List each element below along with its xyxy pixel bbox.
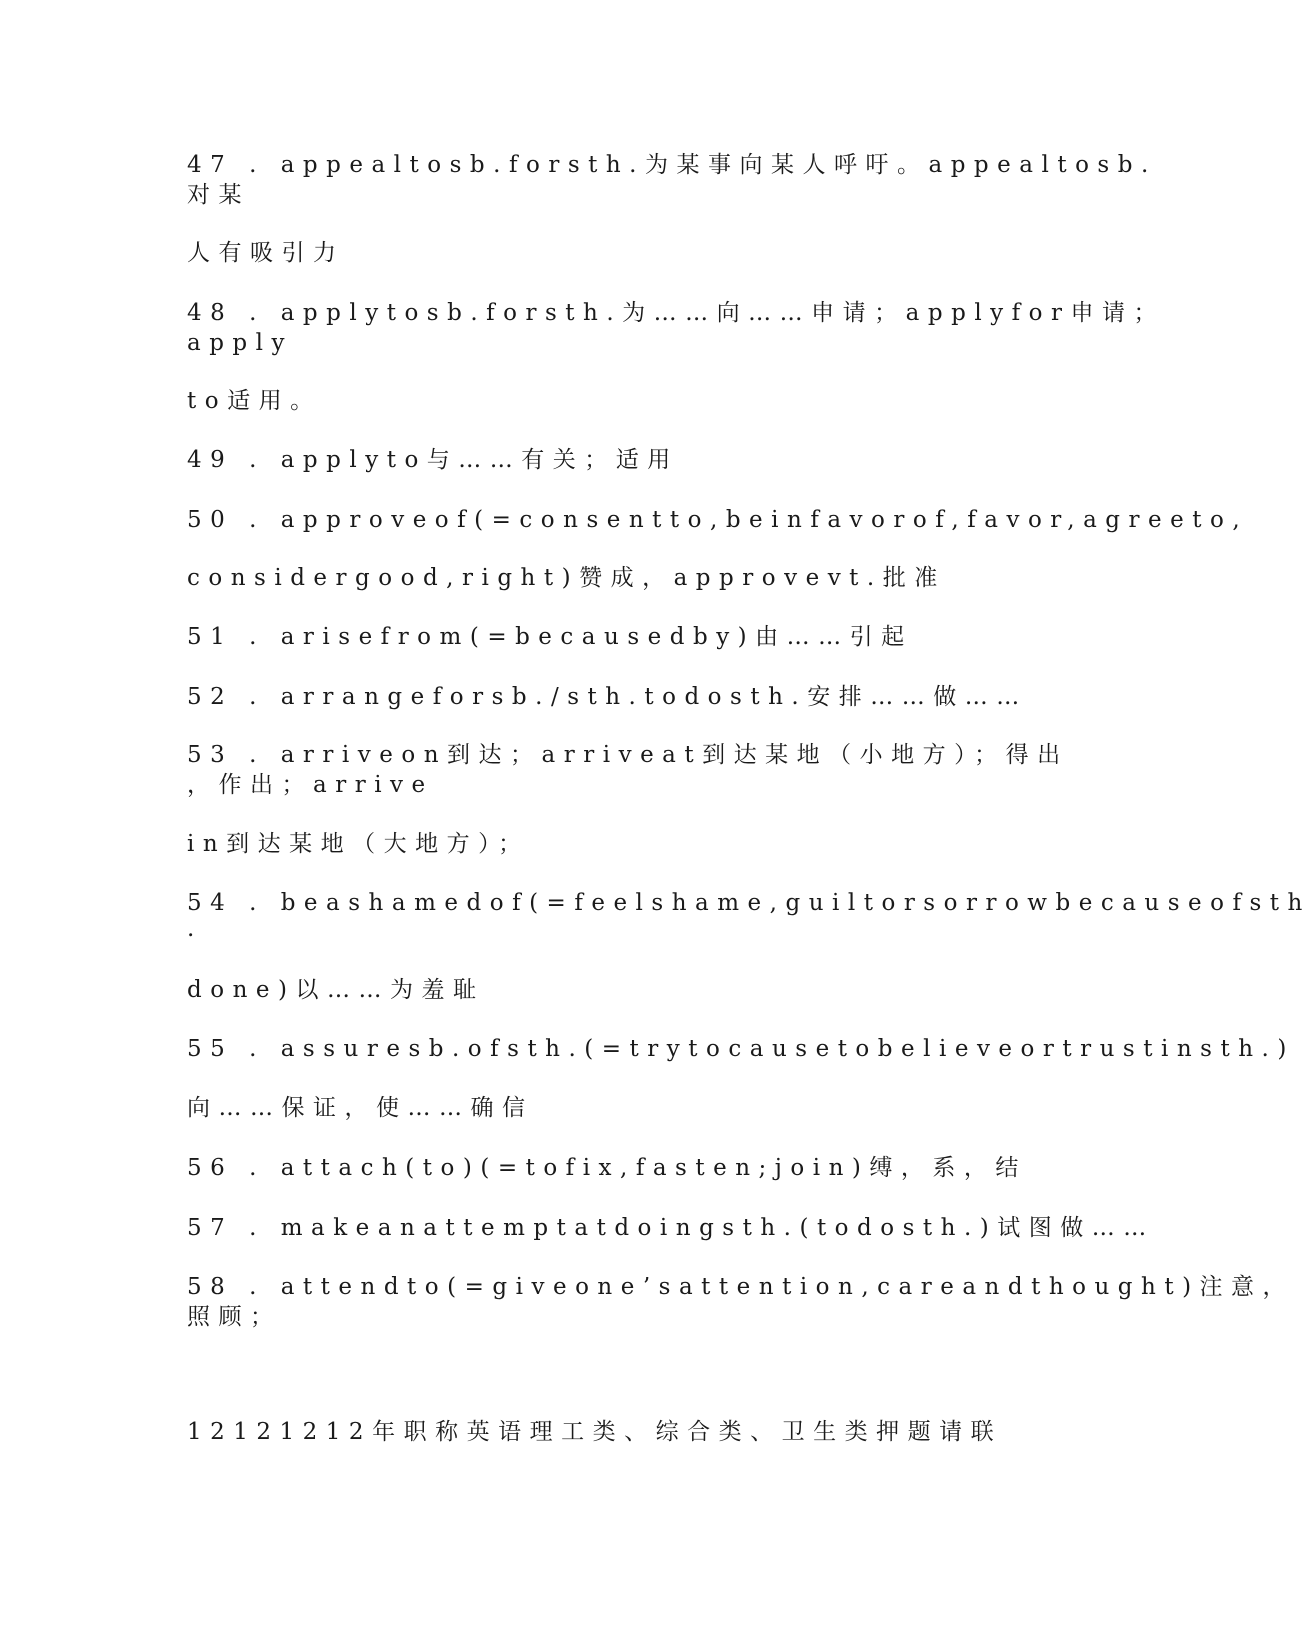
text-line: apply <box>187 330 294 356</box>
text-line: in到达某地（大地方）； <box>187 831 530 857</box>
text-line: 12121212年职称英语理工类、综合类、卫生类押题请联 <box>187 1419 1003 1445</box>
text-line: ，作出；arrive <box>187 772 434 798</box>
text-line: 人有吸引力 <box>187 240 345 266</box>
text-line: to适用。 <box>187 388 322 414</box>
text-line: done)以……为羞耻 <box>187 977 485 1003</box>
text-line: considergood,right)赞成，approvevt.批准 <box>187 565 946 591</box>
text-line: 54 . beashamedof(=feelshame,guiltorsorrowbecauseofsth <box>187 890 1311 916</box>
text-line: 55 . assuresb.ofsth.(=trytocausetobelieveortrustinsth.) <box>187 1036 1295 1062</box>
text-line: 向……保证，使……确信 <box>187 1095 534 1121</box>
text-line: 47 . appealtosb.forsth.为某事向某人呼吁。appealtosb. <box>187 152 1157 178</box>
text-line: 52 . arrangeforsb./sth.todosth.安排……做…… <box>187 684 1028 710</box>
text-line: 53 . arriveon到达；arriveat到达某地（小地方）；得出 <box>187 742 1069 768</box>
text-line: 对某 <box>187 182 250 208</box>
text-line: 51 . arisefrom(=becausedby)由……引起 <box>187 624 913 650</box>
text-line: 50 . approveof(=consentto,beinfavorof,favor,agreeto, <box>187 507 1249 533</box>
text-line: 56 . attach(to)(=tofix,fasten;join)缚，系，结 <box>187 1155 1027 1181</box>
text-line: 照顾； <box>187 1304 282 1330</box>
text-line: 49 . applyto与……有关；适用 <box>187 447 679 473</box>
text-line: 58 . attendto(=giveone’sattention,careandthought)注意， <box>187 1274 1295 1300</box>
text-line: . <box>187 916 203 942</box>
text-line: 57 . makeanattemptatdoingsth.(todosth.)试图做…… <box>187 1215 1155 1241</box>
text-line: 48 . applytosb.forsth.为……向……申请；applyfor申请； <box>187 300 1166 326</box>
